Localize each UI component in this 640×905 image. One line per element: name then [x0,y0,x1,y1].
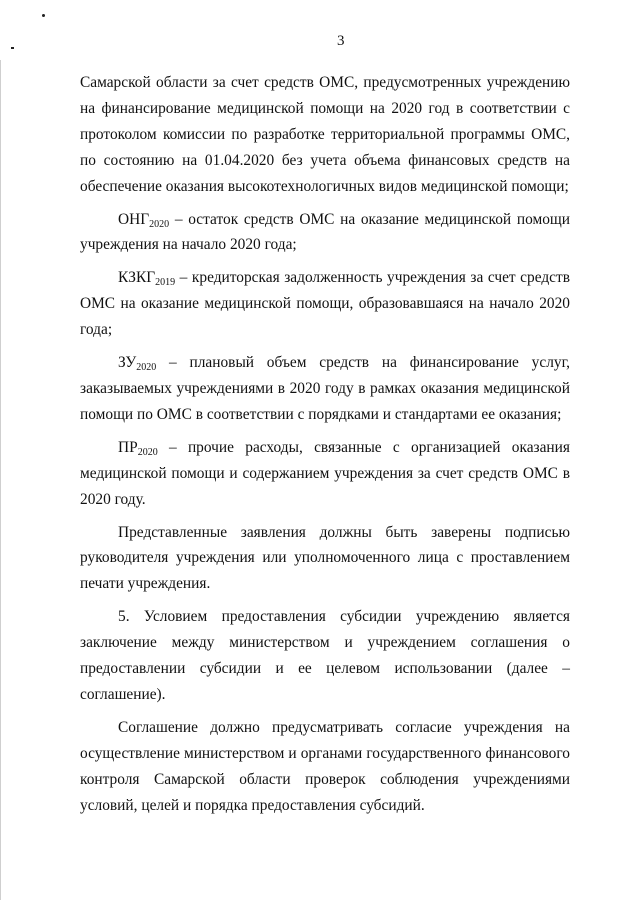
definition-text: – плановый объем средств на финансирование услуг, заказываемых учреждениями в 2020 году в рамках оказания медицинской помощи по ОМС в соответствии с порядками и стандартами ее оказания; [80,354,570,423]
definition-ong [80,207,570,259]
term: ЗУ [118,354,137,372]
term-subscript: 2020 [149,218,170,230]
term: КЗКГ [118,269,156,287]
definition-text: – остаток средств ОМС на оказание медицинской помощи учреждения на начало 2020 года; [80,210,570,254]
definition-text: – кредиторская задолженность учреждения за счет средств ОМС на оказание медицинской помощи, образовавшаяся на начало 2020 года; [80,269,570,339]
document-body [80,70,570,825]
paragraph-text: 5. Условием предоставления субсидии учреждению является заключение между министерством и учреждением соглашения о предоставлении субсидии и ее целевом использовании (далее – соглашение). [80,608,570,703]
term: ОНГ [118,210,150,228]
paragraph-item-5 [80,604,570,708]
definition-pr [80,435,570,513]
definition-zu [80,350,570,428]
paragraph-text: Самарской области за счет средств ОМС, предусмотренных учреждению на финансирование медицинской помощи на 2020 год в соответствии с протоколом комиссии по разработке территориальной программы ОМС, по состоянию на 01.04.2020 без учета объема финансовых средств на обеспечение оказания высокотехнологичных видов медицинской помощи; [80,74,570,195]
definition-text: – прочие расходы, связанные с организацией оказания медицинской помощи и содержанием учреждения за счет средств ОМС в 2020 году. [80,438,570,508]
term-subscript: 2020 [137,446,158,458]
scan-edge-line [0,60,1,900]
term-subscript: 2020 [136,362,157,374]
paragraph-certification [80,520,570,598]
page-number: 3 [337,33,345,49]
paragraph-continuation [80,70,570,200]
term-subscript: 2019 [155,277,176,289]
paragraph-text: Соглашение должно предусматривать согласие учреждения на осуществление министерством и органами государственного финансового контроля Самарской области проверок соблюдения учреждениями условий, целей и порядка предоставления субсидий. [80,718,570,814]
paragraph-agreement [80,715,570,819]
scan-speck [42,14,45,17]
paragraph-text: Представленные заявления должны быть заверены подписью руководителя учреждения или уполномоченного лица с проставлением печати учреждения. [80,523,570,593]
definition-kzkg [80,265,570,343]
scan-speck [11,47,14,49]
term: ПР [118,438,138,456]
